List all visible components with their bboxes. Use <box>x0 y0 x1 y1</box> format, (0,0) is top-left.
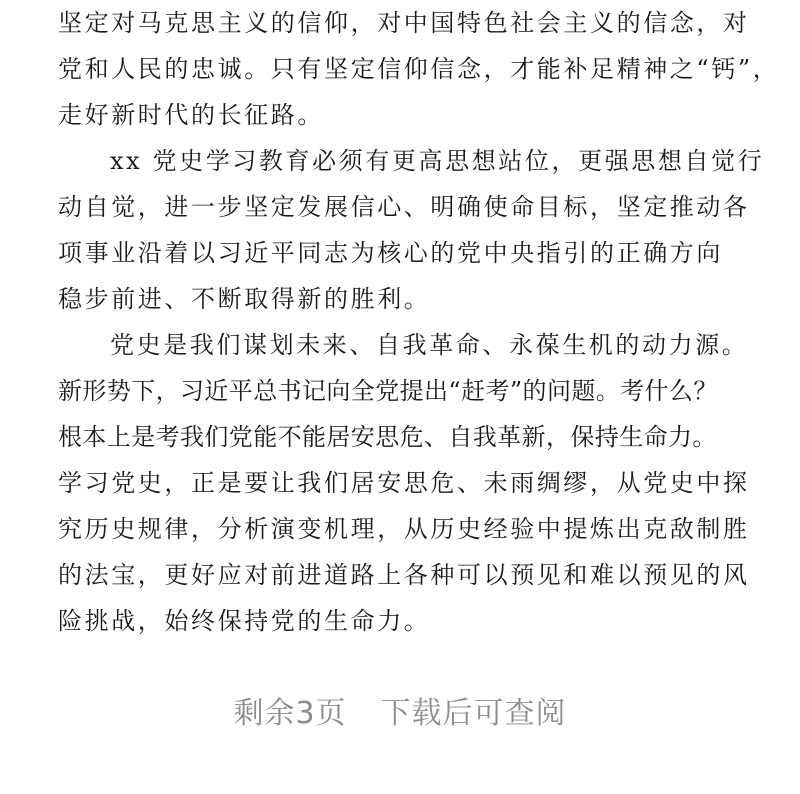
download-prompt[interactable] <box>0 688 800 732</box>
text-line: 项事业沿着以习近平同志为核心的党中央指引的正确方向 <box>58 239 723 267</box>
text-line: 险挑战，始终保持党的生命力。 <box>58 607 431 635</box>
text-line: 党史是我们谋划未来、自我革命、永葆生机的动力源。 <box>110 331 749 359</box>
text-line: 稳步前进、不断取得新的胜利。 <box>58 285 431 313</box>
text-line: 根本上是考我们党能不能居安思危、自我革新，保持生命力。 <box>58 423 717 451</box>
text-line: 新形势下，习近平总书记向全党提出“赶考”的问题。考什么？ <box>58 377 718 405</box>
paragraph-3 <box>58 322 748 644</box>
download-to-view-label: 下载后可查阅 <box>380 696 567 731</box>
text-line: 坚定对马克思主义的信仰，对中国特色社会主义的信念，对 <box>58 9 750 37</box>
text-line: 党和人民的忠诚。只有坚定信仰信念，才能补足精神之“钙”， <box>58 55 780 83</box>
text-line: 动自觉，进一步坚定发展信心、明确使命目标，坚定推动各 <box>58 193 750 221</box>
paragraph-2 <box>58 138 765 322</box>
text-line: 的法宝，更好应对前进道路上各种可以预见和难以预见的风 <box>58 561 750 589</box>
paragraph-1 <box>58 0 780 138</box>
document-body <box>58 0 780 644</box>
text-line: 学习党史，正是要让我们居安思危、未雨绸缪，从党史中探 <box>58 469 750 497</box>
text-line: xx 党史学习教育必须有更高思想站位，更强思想自觉行 <box>110 147 765 175</box>
text-line: 究历史规律，分析演变机理，从历史经验中提炼出克敌制胜 <box>58 515 750 543</box>
remaining-pages-label: 剩余3页 <box>233 696 347 731</box>
text-line: 走好新时代的长征路。 <box>58 101 324 129</box>
